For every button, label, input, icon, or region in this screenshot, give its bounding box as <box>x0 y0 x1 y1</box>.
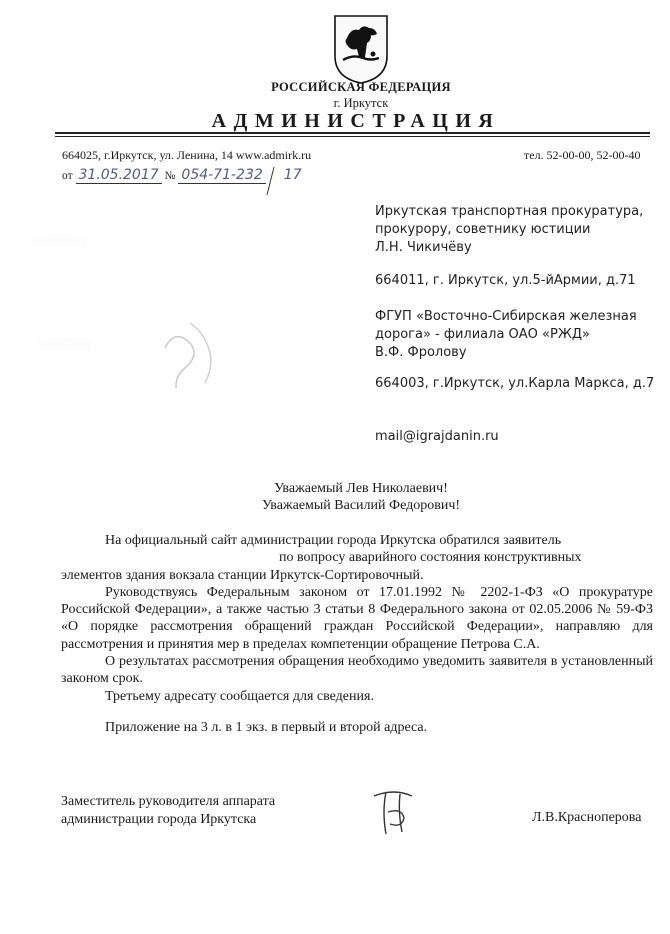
body-paragraph-5: Приложение на 3 л. в 1 экз. в первый и второй адреса. <box>105 719 428 735</box>
reg-date: 31.05.2017 <box>76 167 162 184</box>
signatory-name: Л.В.Красноперова <box>532 810 642 825</box>
body-paragraph-1-line-3: элементов здания вокзала станции Иркутск-Сортировочный. <box>61 567 424 583</box>
letter-body <box>61 532 653 736</box>
handwritten-signature <box>366 784 424 840</box>
addressee-2-line: В.Ф. Фролову <box>375 345 467 360</box>
margin-scribble <box>160 318 225 388</box>
addressee-1-line: Л.Н. Чикичёву <box>375 240 472 255</box>
addressee-1-address: 664011, г. Иркутск, ул.5-йАрмии, д.71 <box>375 273 636 288</box>
addressee-2-address: 664003, г.Иркутск, ул.Карла Маркса, д.7 <box>375 376 655 391</box>
org-address: 664025, г.Иркутск, ул. Ленина, 14 www.admirk.ru <box>62 148 312 162</box>
org-phone: тел. 52-00-00, 52-00-40 <box>524 148 641 162</box>
country-name: РОССИЙСКАЯ ФЕДЕРАЦИЯ <box>271 80 451 94</box>
addressee-2 <box>375 308 637 362</box>
signatory-title-line: Заместитель руководителя аппарата <box>61 794 276 809</box>
reg-number-label: № <box>164 170 176 182</box>
body-paragraph-1-line-1: На официальный сайт администрации города Иркутска обратился заявитель <box>105 533 562 548</box>
body-paragraph-2: Руководствуясь Федеральным законом от 17.01.1992 № 2202-1-ФЗ «О прокуратуре Российской Федерации», а также частью 3 статьи 8 Федерального закона от 02.05.2006 № 59-ФЗ «О порядке рассмотрения обращений граждан Российской Федерации», направляю для рассмотрения и принятия мер в пределах компетенции обращение Петрова С.А. <box>61 584 653 652</box>
reg-number: 054-71-232 <box>178 167 265 184</box>
city-name: г. Иркутск <box>333 96 389 110</box>
organization-title: АДМИНИСТРАЦИЯ <box>211 110 501 132</box>
signatory-title <box>61 793 275 829</box>
header-divider-thin <box>55 136 650 137</box>
email-address: mail@igrajdanin.ru <box>375 429 499 444</box>
greeting-1: Уважаемый Лев Николаевич! <box>274 481 448 496</box>
addressee-1 <box>375 203 643 257</box>
reg-from-label: от <box>62 170 73 182</box>
addressee-2-line: дорога» - филиала ОАО «РЖД» <box>375 327 590 342</box>
greeting-2: Уважаемый Василий Федорович! <box>261 498 461 513</box>
coat-of-arms-emblem <box>333 14 389 84</box>
addressee-2-line: ФГУП «Восточно-Сибирская железная <box>375 309 637 324</box>
registration-line <box>62 167 305 195</box>
addressee-1-line: прокурору, советнику юстиции <box>375 222 591 237</box>
ghost-text: ░░░░░░░░ <box>30 236 87 247</box>
signatory-title-line: администрации города Иркутска <box>61 812 257 827</box>
ghost-text: ░░░░░░░░ <box>34 340 91 351</box>
reg-suffix: 17 <box>283 167 302 183</box>
body-paragraph-1-line-2: по вопросу аварийного состояния конструктивных <box>279 550 582 566</box>
body-paragraph-4: Третьему адресату сообщается для сведения. <box>105 688 374 704</box>
header-divider <box>55 132 650 134</box>
body-paragraph-3: О результатах рассмотрения обращения необходимо уведомить заявителя в установленный законом срок. <box>61 654 653 687</box>
addressee-1-line: Иркутская транспортная прокуратура, <box>375 204 644 219</box>
